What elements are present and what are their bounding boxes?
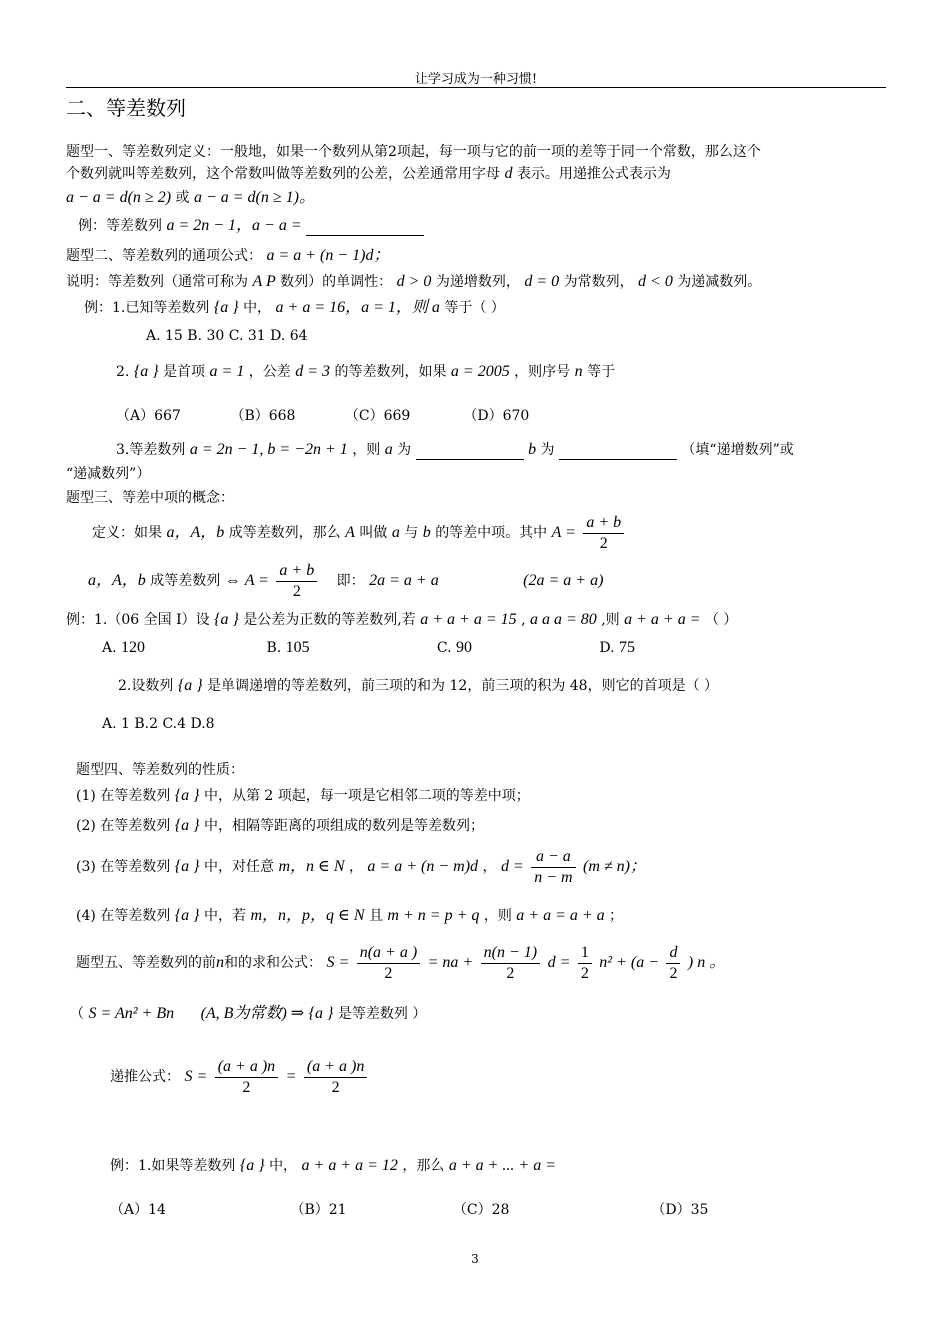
type5-ex1 — [110, 1156, 556, 1176]
ex-text: 中， — [269, 1158, 298, 1174]
ex-formula: a + a + ... + a = — [448, 1157, 556, 1174]
type2-ex3 — [116, 440, 794, 460]
remark-formula: (A, B为常数) ⇒ — [200, 1005, 305, 1022]
type4-property-1 — [76, 786, 530, 806]
type2-ex3-cont: “递减数列”） — [66, 466, 151, 482]
iff-formula-general: (2a = a + a) — [523, 572, 604, 589]
prop-text: ，则 — [483, 908, 512, 924]
sum-lhs: S = — [326, 954, 350, 971]
option-letter: C. — [436, 640, 452, 656]
cond-constant: d = 0 — [524, 273, 560, 290]
ex-text: 2. — [116, 364, 130, 380]
option-d — [599, 640, 635, 656]
ex-formula: a = 2n − 1, b = −2n + 1 — [189, 441, 348, 458]
type2-ex2 — [116, 362, 615, 382]
ex-text: 例：1.已知等差数列 — [84, 300, 210, 316]
sequence-symbol: {a } — [213, 299, 239, 316]
sum-fraction-2 — [481, 943, 540, 984]
ex-text: 是公差为正数的等差数列,若 — [243, 612, 416, 628]
note-text-b: 数列）的单调性： — [280, 274, 393, 290]
answer-blank[interactable] — [416, 443, 524, 460]
recursion-fraction-2 — [304, 1057, 367, 1098]
mean-fraction — [583, 513, 624, 554]
def-text: 成等差数列，那么 — [228, 525, 341, 541]
or-text: 或 — [175, 190, 190, 206]
ex-text: ,则 — [601, 612, 620, 628]
sum-formula: d = — [547, 954, 571, 971]
ex-symbol: a — [384, 441, 393, 458]
sequence-symbol: {a } — [177, 677, 203, 694]
prop-formula: a = a + (n − m)d — [367, 858, 479, 875]
option-c — [437, 638, 595, 658]
increasing-text: 为递增数列， — [435, 274, 520, 290]
ex-formula: a a a = 80 — [529, 611, 597, 628]
page-number: 3 — [471, 1252, 479, 1266]
ex-text: 是首项 — [163, 364, 206, 380]
type4-property-4 — [76, 906, 623, 926]
fraction-numerator: a + b — [276, 561, 317, 582]
ex-text: ，公差 — [248, 364, 291, 380]
type4-property-2 — [76, 816, 484, 836]
sum-text: 题型五、等差数列的前 — [76, 955, 216, 971]
type3-definition — [92, 510, 627, 556]
iff-formula: 2a = a + a — [369, 572, 439, 589]
difference-fraction — [531, 847, 575, 888]
sequence-symbol: {a } — [174, 907, 200, 924]
fraction-denominator: 2 — [599, 534, 608, 552]
section-title: 二、等差数列 — [66, 96, 186, 120]
type1-line1: 题型一、等差数列定义：一般地，如果一个数列从第2项起，每一项与它的前一项的差等于同一个常数，那么这个 — [66, 144, 761, 160]
type2-title — [66, 246, 390, 266]
fraction-denominator: 2 — [331, 1078, 340, 1096]
ex-text: 是单调递增的等差数列，前三项的和为 12，前三项的积为 48，则它的首项是（ ） — [207, 678, 719, 694]
option-letter: D. — [599, 640, 615, 656]
prop-text: (3) 在等差数列 — [76, 859, 171, 875]
decreasing-text: 为递减数列。 — [677, 274, 762, 290]
prop-text: ； — [609, 908, 624, 924]
type3-ex1 — [66, 610, 737, 630]
sum-formula: n² + (a − — [599, 954, 659, 971]
recursion-fraction-1 — [215, 1057, 278, 1098]
option-letter: A. — [102, 640, 117, 656]
ex-formula: a = 1 — [209, 363, 245, 380]
prop-text: (1) 在等差数列 — [76, 788, 171, 804]
example-lead: 例：等差数列 — [78, 218, 162, 234]
ex-text: 例：1.如果等差数列 — [110, 1158, 236, 1174]
type1-example — [78, 216, 424, 236]
sequence-symbol: {a } — [214, 611, 239, 628]
remark-text: （ — [70, 1006, 84, 1022]
option-value: 90 — [456, 639, 473, 656]
note-text-a: 说明：等差数列（通常可称为 — [66, 274, 248, 290]
type2-title-text: 题型二、等差数列的通项公式： — [66, 248, 262, 264]
def-text: 叫做 — [359, 525, 388, 541]
type4-property-3 — [76, 844, 646, 890]
type5-title — [76, 940, 725, 986]
type2-note — [66, 272, 761, 292]
sum-fraction-3 — [578, 943, 592, 984]
prop-text: 中，从第 2 项起，每一项是它相邻二项的等差中项； — [203, 788, 530, 804]
sum-formula: ) n 。 — [687, 954, 726, 971]
header-rule — [66, 87, 886, 88]
option-letter: B. — [266, 640, 282, 656]
ex-text: （填“递增数列”或 — [681, 442, 794, 458]
prop-text: 中，相隔等距离的项组成的数列是等差数列； — [203, 818, 484, 834]
recurrence-formula-1: a − a = d(n ≥ 2) — [66, 189, 172, 206]
iff-lhs: ⇔ A = — [224, 572, 269, 589]
ex-formula: d = 3 — [295, 363, 331, 380]
iff-text: 即： — [336, 573, 365, 589]
recursion-lhs: S = — [184, 1068, 208, 1085]
def-text: 定义：如果 — [92, 525, 162, 541]
def-symbol: b — [422, 524, 431, 541]
type5-ex1-options — [110, 1200, 708, 1220]
fraction-denominator: 2 — [292, 582, 301, 600]
ex-text: 的等差数列，如果 — [334, 364, 447, 380]
type3-title: 题型三、等差中项的概念： — [66, 490, 234, 506]
def-text: 的等差中项。其中 — [435, 525, 548, 541]
fraction-numerator: 1 — [578, 943, 592, 964]
type1-recurrence — [66, 188, 315, 208]
fraction-numerator: n(a + a ) — [357, 943, 420, 964]
option-value: 105 — [285, 639, 310, 656]
ex-formula: a + a + a = 15 — [420, 611, 517, 628]
ex-text: ，那么 — [402, 1158, 445, 1174]
recursion-eq: = — [285, 1068, 297, 1085]
prop-text: (2) 在等差数列 — [76, 818, 171, 834]
sum-fraction-1 — [357, 943, 420, 984]
ap-label: A P — [252, 273, 276, 290]
answer-blank[interactable] — [306, 219, 424, 236]
def-symbols: a，A，b — [166, 524, 225, 541]
type5-remark — [70, 1004, 426, 1024]
option-d: （D）35 — [651, 1202, 709, 1218]
type2-ex1-options: A. 15 B. 30 C. 31 D. 64 — [146, 328, 308, 344]
sum-symbol: n — [216, 954, 224, 971]
fraction-numerator: (a + a )n — [215, 1057, 278, 1078]
fraction-numerator: (a + a )n — [304, 1057, 367, 1078]
sum-fraction-4 — [666, 943, 680, 984]
sum-formula: = na + — [427, 954, 474, 971]
recursion-text: 递推公式： — [110, 1069, 180, 1085]
d-letter: d — [504, 165, 513, 182]
type4-title: 题型四、等差数列的性质： — [76, 762, 244, 778]
type1-line2-text: 个数列就叫等差数列，这个常数叫做等差数列的公差，公差通常用字母 — [66, 166, 500, 182]
option-a: （A）667 — [116, 408, 181, 424]
cond-increasing: d > 0 — [396, 273, 432, 290]
cond-decreasing: d < 0 — [638, 273, 673, 290]
ex-formula: a + a = 16，a = 1，则 a — [275, 299, 440, 316]
def-symbol: A — [345, 524, 355, 541]
sequence-symbol: {a } — [308, 1005, 334, 1022]
fraction-numerator: a + b — [583, 513, 624, 534]
ex-text: 中， — [243, 300, 272, 316]
fraction-numerator: a − a — [531, 847, 575, 868]
fraction-numerator: d — [666, 943, 680, 964]
prop-formula: m + n = p + q — [387, 907, 480, 924]
sequence-symbol: {a } — [239, 1157, 265, 1174]
mean-lhs: A = — [551, 524, 576, 541]
prop-formula: (m ≠ n)； — [583, 858, 646, 875]
prop-text: ， — [348, 859, 363, 875]
ex-text: 等于 — [587, 364, 616, 380]
option-c: （C）669 — [344, 408, 411, 424]
constant-text: 为常数列， — [563, 274, 634, 290]
ex-formula: a + a + a = — [624, 611, 701, 628]
page-header-motto: 让学习成为一种习惯! — [414, 72, 538, 87]
ex-formula: a + a + a = 12 — [301, 1157, 398, 1174]
recurrence-formula-2: a − a = d(n ≥ 1)。 — [193, 189, 315, 206]
prop-text: 中，对任意 — [203, 859, 274, 875]
ex-text: ，则序号 — [514, 364, 571, 380]
fraction-numerator: n(n − 1) — [481, 943, 540, 964]
prop-text: (4) 在等差数列 — [76, 908, 171, 924]
def-text: 与 — [404, 525, 419, 541]
option-a: （A）14 — [110, 1202, 166, 1218]
option-b: （B）668 — [230, 408, 296, 424]
ex-text: 例：1.（06 全国 I）设 — [66, 612, 210, 628]
option-c: （C）28 — [452, 1202, 510, 1218]
fraction-denominator: 2 — [242, 1078, 251, 1096]
sum-text: 和的求和公式： — [224, 955, 322, 971]
type1-line2-text-b: 表示。用递推公式表示为 — [516, 166, 671, 182]
prop-text: 中，若 — [203, 908, 246, 924]
sequence-symbol: {a } — [133, 363, 159, 380]
prop-formula: m，n ∈ N — [278, 858, 345, 875]
type5-recursion — [110, 1054, 370, 1100]
fraction-denominator: 2 — [580, 964, 589, 982]
ex-text: , — [521, 612, 526, 628]
option-value: 75 — [619, 639, 635, 656]
option-value: 120 — [121, 639, 146, 656]
remark-formula: S = An² + Bn — [88, 1005, 175, 1022]
type2-ex2-options — [116, 406, 529, 426]
fraction-denominator: 2 — [506, 964, 515, 982]
remark-text: 是等差数列 ） — [337, 1006, 427, 1022]
answer-blank[interactable] — [559, 443, 677, 460]
ex-text: 等于（ ） — [444, 300, 505, 316]
ex-text: ，则 — [352, 442, 381, 458]
prop-formula: m，n，p，q ∈ N — [250, 907, 365, 924]
sequence-symbol: {a } — [174, 787, 200, 804]
ex-formula: a = 2005 — [450, 363, 510, 380]
prop-text: 且 — [368, 908, 383, 924]
ex-text: 3.等差数列 — [116, 442, 186, 458]
option-d: （D）670 — [463, 408, 530, 424]
option-b: （B）21 — [290, 1202, 347, 1218]
prop-formula: a + a = a + a — [516, 907, 605, 924]
sequence-symbol: {a } — [174, 817, 200, 834]
iff-symbols: a，A，b — [88, 572, 146, 589]
ex-text: 2.设数列 — [118, 678, 174, 694]
type3-ex1-options — [102, 638, 635, 658]
fraction-denominator: 2 — [384, 964, 393, 982]
option-a — [102, 638, 262, 658]
fraction-denominator: 2 — [669, 964, 678, 982]
type3-iff — [88, 558, 603, 604]
ex-text: （ ） — [704, 612, 738, 628]
ex-text: 为 — [397, 442, 412, 458]
ex-symbol: n — [574, 363, 583, 380]
mean-fraction — [276, 561, 317, 602]
ex-symbol: b — [528, 441, 537, 458]
fraction-denominator: n − m — [534, 868, 573, 886]
iff-text: 成等差数列 — [150, 573, 221, 589]
prop-formula: d = — [500, 858, 524, 875]
type3-ex2 — [118, 676, 718, 696]
type1-line2 — [66, 164, 671, 184]
example-formula: a = 2n − 1，a − a = — [166, 217, 302, 234]
type3-ex2-options: A. 1 B.2 C.4 D.8 — [102, 716, 215, 732]
general-term-formula: a = a + (n − 1)d； — [266, 247, 390, 264]
sequence-symbol: {a } — [174, 858, 200, 875]
def-symbol: a — [391, 524, 400, 541]
ex-text: 为 — [540, 442, 555, 458]
type2-ex1 — [84, 298, 505, 318]
option-b — [266, 638, 432, 658]
prop-text: ， — [482, 859, 497, 875]
